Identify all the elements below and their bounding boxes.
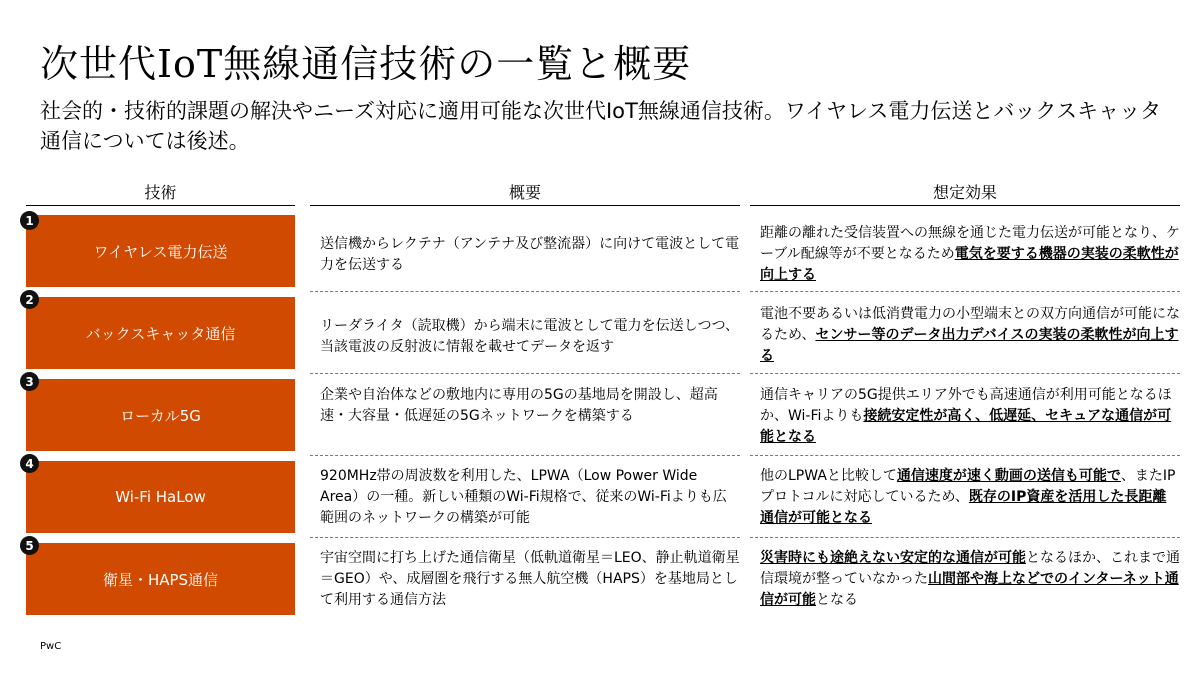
tech-cell: ワイヤレス電力伝送 — [26, 215, 295, 287]
row-number-badge: 3 — [20, 372, 39, 391]
column-header-tech: 技術 — [144, 183, 177, 202]
overview-cell: 送信機からレクテナ（アンテナ及び整流器）に向けて電波として電力を伝送する — [320, 236, 740, 273]
column-header-overview: 概要 — [508, 183, 541, 202]
row-divider — [310, 455, 740, 456]
row-number-badge: 5 — [20, 536, 39, 555]
overview-cell: リーダライタ（読取機）から端末に電波として電力を伝送しつつ、当該電波の反射波に情報を載せてデータを返す — [320, 318, 740, 355]
overview-cell: 920MHz帯の周波数を利用した、LPWA（Low Power Wide Area）の一種。新しい種類のWi-Fi規格で、従来のWi-Fiよりも広範囲のネットワークの構築が可能 — [320, 468, 727, 526]
header-rule — [750, 205, 1180, 206]
effect-cell: 災害時にも途絶えない安定的な通信が可能となるほか、これまで通信環境が整っていなかった山間部や海上などでのインターネット通信が可能となる — [760, 550, 1180, 608]
row-divider — [310, 373, 740, 374]
row-divider — [310, 291, 740, 292]
row-divider — [750, 373, 1180, 374]
tech-cell: 衛星・HAPS通信 — [26, 543, 295, 615]
tech-cell: バックスキャッタ通信 — [26, 297, 295, 369]
row-divider — [750, 291, 1180, 292]
overview-cell: 宇宙空間に打ち上げた通信衛星（低軌道衛星＝LEO、静止軌道衛星＝GEO）や、成層圏を飛行する無人航空機（HAPS）を基地局として利用する通信方法 — [320, 550, 740, 608]
row-number-badge: 1 — [20, 211, 39, 230]
row-divider — [750, 455, 1180, 456]
footer-brand: PwC — [40, 641, 62, 652]
page-subtitle: 社会的・技術的課題の解決やニーズ対応に適用可能な次世代IoT無線通信技術。ワイヤレス電力伝送とバックスキャッタ通信については後述。 — [40, 99, 1162, 153]
row-number-badge: 4 — [20, 454, 39, 473]
effect-cell: 通信キャリアの5G提供エリア外でも高速通信が利用可能となるほか、Wi-Fiよりも接続安定性が高く、低遅延、セキュアな通信が可能となる — [760, 387, 1172, 445]
tech-cell: ローカル5G — [26, 379, 295, 451]
tech-cell: Wi-Fi HaLow — [26, 461, 295, 533]
header-rule — [310, 205, 740, 206]
row-divider — [310, 537, 740, 538]
column-header-effect: 想定効果 — [932, 183, 997, 202]
header-rule — [26, 205, 295, 206]
overview-cell: 企業や自治体などの敷地内に専用の5Gの基地局を開設し、超高速・大容量・低遅延の5Gネットワークを構築する — [320, 387, 718, 424]
effect-cell: 他のLPWAと比較して通信速度が速く動画の送信も可能で、またIPプロトコルに対応しているため、既存のIP資産を活用した長距離通信が可能となる — [760, 468, 1176, 526]
row-divider — [750, 537, 1180, 538]
page-title: 次世代IoT無線通信技術の一覧と概要 — [40, 42, 692, 86]
row-number-badge: 2 — [20, 290, 39, 309]
effect-cell: 距離の離れた受信装置への無線を通じた電力伝送が可能となり、ケーブル配線等が不要となるため電気を要する機器の実装の柔軟性が向上する — [760, 225, 1180, 283]
effect-cell: 電池不要あるいは低消費電力の小型端末との双方向通信が可能になるため、センサー等のデータ出力デバイスの実装の柔軟性が向上する — [760, 306, 1180, 364]
